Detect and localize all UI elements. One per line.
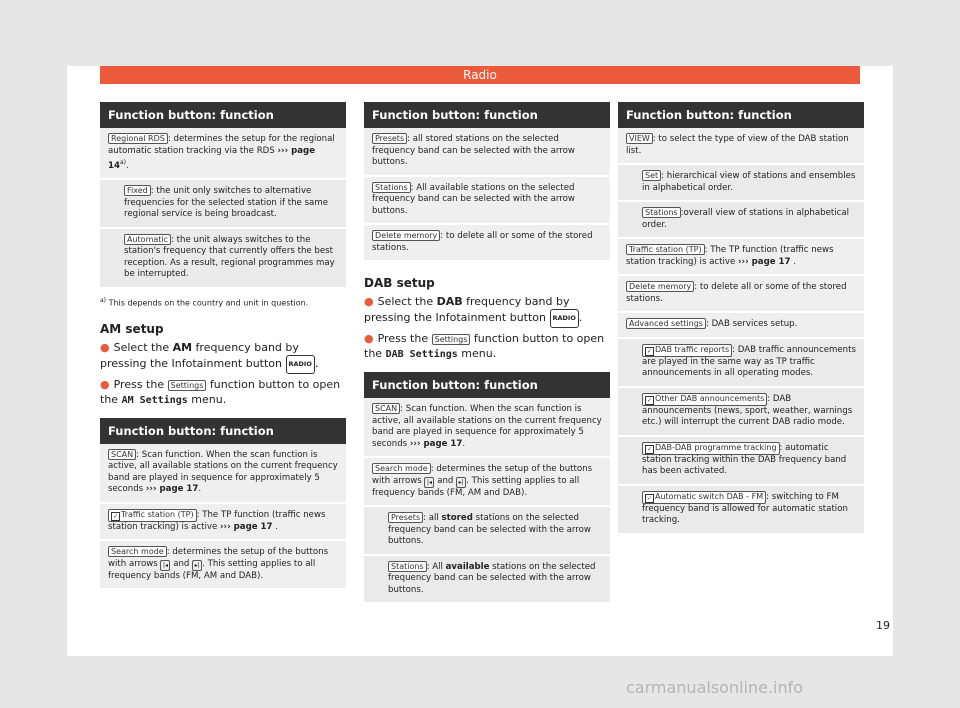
function-key: ✓ DAB traffic reports [642, 344, 732, 357]
page-ref[interactable]: ››› page 17 [145, 484, 199, 495]
table-row: VIEW : to select the type of view of the DAB station list. [618, 128, 864, 165]
table-row: ✓ Automatic switch DAB - FM : switching to FM frequency band is allowed for automatic station tracking. [618, 486, 864, 535]
page-ref[interactable]: ››› page 17 [409, 438, 463, 449]
function-key: Delete memory [626, 281, 694, 292]
function-key: Traffic station (TP) [626, 244, 705, 255]
column-2 [364, 102, 610, 604]
function-key: Automatic [124, 234, 171, 245]
function-key: Set [642, 170, 661, 181]
table-row: SCAN : Scan function. When the scan function is active, all available stations on the current frequency band are played in sequence for approximately 5 seconds ››› page 17. [100, 444, 346, 504]
arrow-left-icon: |◂ [424, 477, 434, 488]
function-key: ✓ Traffic station (TP) [108, 509, 197, 522]
bullet-item: ● Press the Settings function button to open the DAB Settings menu. [364, 332, 605, 360]
chapter-header: Radio [100, 66, 860, 84]
table-row: Advanced settings : DAB services setup. [618, 313, 864, 339]
function-key: Fixed [124, 185, 151, 196]
function-key: Search mode [372, 463, 431, 474]
checkbox-icon: ✓ [646, 494, 653, 502]
page-ref[interactable]: ››› page 14 [108, 145, 316, 171]
function-key: ✓ Automatic switch DAB - FM [642, 491, 766, 504]
table-row: Presets : all stored stations on the selected frequency band can be selected with the arrow buttons. [364, 507, 610, 556]
table-row: Fixed : the unit only switches to alternative frequencies for the selected station if the same regional service is being broadcast. [100, 180, 346, 229]
table-row: Search mode : determines the setup of the buttons with arrows |◂ and ▸| . This setting applies to all frequency bands (FM, AM and DAB). [100, 541, 346, 590]
section-title: AM setup [100, 321, 164, 336]
table-row: Stations :overall view of stations in alphabetical order. [618, 202, 864, 239]
bullet-item: ● Select the AM frequency band by pressing the Infotainment button RADIO . [100, 340, 346, 374]
function-key: Advanced settings [626, 318, 706, 329]
table-row: Traffic station (TP) : The TP function (traffic news station tracking) is active ››› page 17 . [618, 239, 864, 276]
table-header: Function button: function [100, 418, 346, 444]
table-header: Function button: function [100, 102, 346, 128]
table-row: Search mode : determines the setup of the buttons with arrows |◂ and ▸| . This setting applies to all frequency bands (FM, AM and DAB). [364, 458, 610, 507]
table-row: Set : hierarchical view of stations and ensembles in alphabetical order. [618, 165, 864, 202]
table-row: Stations : All available stations on the selected frequency band can be selected with the arrow buttons. [364, 556, 610, 605]
table-row: ✓ DAB-DAB programme tracking : automatic station tracking within the DAB frequency band has been activated. [618, 437, 864, 486]
bullet-item: ● Press the Settings function button to open the AM Settings menu. [100, 377, 341, 406]
page-ref[interactable]: ››› page 17 [220, 521, 273, 532]
function-key: Regional RDS [108, 133, 168, 144]
column-1 [100, 102, 346, 590]
function-key: Stations [388, 561, 427, 572]
function-key: ✓ Other DAB announcements [642, 393, 767, 406]
table-row: Delete memory : to delete all or some of the stored stations. [364, 225, 610, 262]
watermark: carmanualsonline.info [626, 678, 804, 697]
table-header: Function button: function [364, 372, 610, 398]
table-row: Delete memory : to delete all or some of the stored stations. [618, 276, 864, 313]
table-row: ✓ DAB traffic reports : DAB traffic announcements are played in the same way as TP traffic announcements in all operating modes. [618, 339, 864, 388]
footnote: $^{a)}$ This depends on the country and unit in question. [100, 296, 309, 308]
settings-key: Settings [432, 334, 471, 345]
checkbox-icon: ✓ [646, 445, 653, 453]
function-key: Stations [642, 207, 681, 218]
arrow-left-icon: |◂ [160, 560, 170, 571]
table-row: Regional RDS : determines the setup for the regional automatic station tracking via the RDS ››› page 14$^{a)}$. [100, 128, 346, 180]
page-ref[interactable]: ››› page 17 [738, 256, 791, 267]
checkbox-icon: ✓ [646, 347, 653, 355]
function-key: ✓ DAB-DAB programme tracking [642, 442, 780, 455]
checkbox-icon: ✓ [646, 396, 653, 404]
table-row: ✓ Other DAB announcements : DAB announcements (news, sport, weather, warnings etc.) will interrupt the current DAB radio mode. [618, 388, 864, 437]
function-key: Delete memory [372, 230, 440, 241]
bullet-item: ● Select the DAB frequency band by pressing the Infotainment button RADIO . [364, 294, 610, 328]
function-key: SCAN [372, 403, 400, 414]
table-header: Function button: function [618, 102, 864, 128]
function-key: Presets [388, 512, 423, 523]
section-title: DAB setup [364, 276, 435, 290]
table-row: ✓ Traffic station (TP) : The TP function (traffic news station tracking) is active ››› page 17 . [100, 504, 346, 542]
table-row: Automatic : the unit always switches to the station's frequency that currently offers the best reception. As a result, regional programmes may be interrupted. [100, 229, 346, 289]
table-row: SCAN : Scan function. When the scan function is active, all available stations on the current frequency band are played in sequence for approximately 5 seconds ››› page 17. [364, 398, 610, 458]
table-header: Function button: function [364, 102, 610, 128]
function-key: Stations [372, 182, 411, 193]
radio-button-icon: RADIO [550, 309, 579, 328]
table-row: Stations : All available stations on the selected frequency band can be selected with the arrow buttons. [364, 177, 610, 226]
function-key: VIEW [626, 133, 653, 144]
function-key: SCAN [108, 449, 136, 460]
function-key: Search mode [108, 546, 167, 557]
function-key: Presets [372, 133, 407, 144]
radio-button-icon: RADIO [286, 355, 315, 374]
arrow-right-icon: ▸| [192, 560, 202, 571]
table-row: Presets : all stored stations on the selected frequency band can be selected with the arrow buttons. [364, 128, 610, 177]
column-3 [618, 102, 864, 535]
page-number: 19 [876, 619, 890, 632]
settings-key: Settings [168, 380, 207, 391]
arrow-right-icon: ▸| [456, 477, 466, 488]
checkbox-icon: ✓ [112, 512, 119, 520]
